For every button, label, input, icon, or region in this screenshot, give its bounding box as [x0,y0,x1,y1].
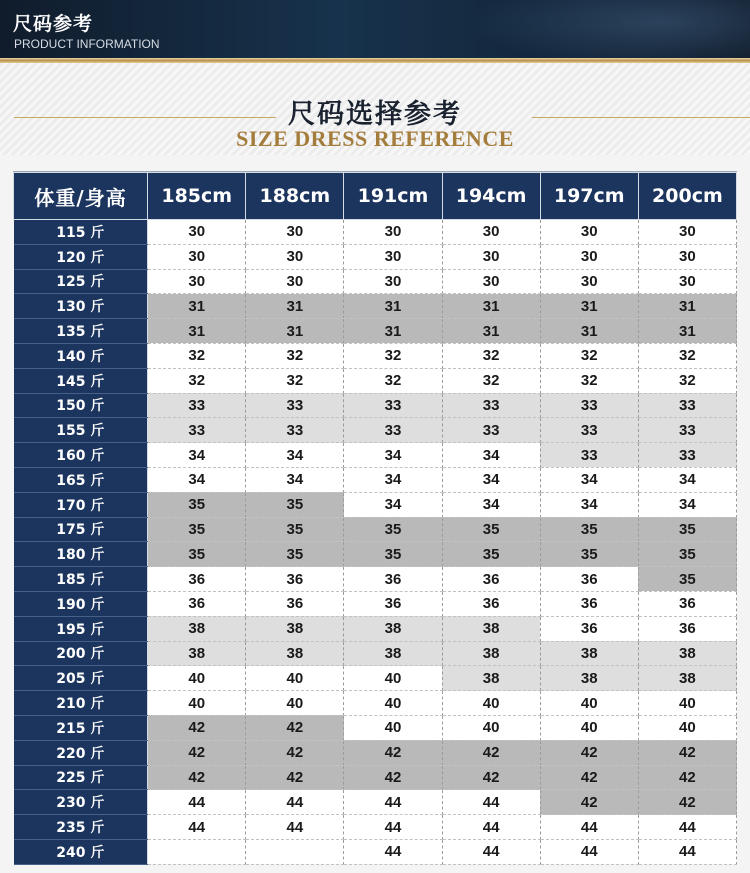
size-cell: 33 [442,418,540,443]
banner-title: 尺码参考 [13,13,94,35]
size-cell: 42 [148,740,246,765]
size-cell: 30 [442,269,540,294]
size-cell: 35 [638,517,736,542]
table-row [14,765,737,790]
column-header: 191cm [344,173,442,220]
top-banner [0,0,750,58]
size-cell: 35 [638,542,736,567]
table-row [14,492,737,517]
size-cell: 31 [540,294,638,319]
size-cell: 30 [344,244,442,269]
size-cell: 38 [540,641,638,666]
weight-label: 155 斤 [14,418,148,443]
size-cell: 33 [344,418,442,443]
size-cell: 40 [638,691,736,716]
size-cell: 38 [344,616,442,641]
table-row [14,591,737,616]
column-header: 185cm [148,173,246,220]
table-row [14,368,737,393]
size-cell: 44 [442,815,540,840]
size-cell: 33 [148,393,246,418]
table-row [14,467,737,492]
size-cell: 35 [344,542,442,567]
size-cell: 40 [344,691,442,716]
size-cell: 40 [540,715,638,740]
size-cell: 34 [246,443,344,468]
column-header: 188cm [246,173,344,220]
weight-label: 190 斤 [14,591,148,616]
size-cell: 30 [638,220,736,245]
size-cell: 34 [540,492,638,517]
size-cell: 34 [344,492,442,517]
size-cell: 33 [246,418,344,443]
size-cell: 42 [246,765,344,790]
size-cell: 40 [638,715,736,740]
weight-label: 170 斤 [14,492,148,517]
size-cell [246,839,344,864]
size-cell: 31 [638,294,736,319]
size-cell: 42 [540,790,638,815]
size-cell: 36 [540,616,638,641]
weight-label: 210 斤 [14,691,148,716]
size-cell: 44 [540,839,638,864]
size-cell: 30 [246,269,344,294]
size-cell: 30 [246,220,344,245]
size-cell: 36 [442,591,540,616]
size-cell: 30 [540,244,638,269]
size-cell: 30 [540,220,638,245]
size-cell: 32 [344,368,442,393]
size-cell: 35 [344,517,442,542]
size-cell: 34 [638,492,736,517]
table-row [14,715,737,740]
table-header-row [14,173,737,220]
size-cell: 42 [540,740,638,765]
size-cell: 30 [148,269,246,294]
size-cell: 31 [344,294,442,319]
size-cell: 36 [246,567,344,592]
size-cell: 31 [148,294,246,319]
size-cell: 42 [638,765,736,790]
table-row [14,319,737,344]
size-cell: 35 [246,542,344,567]
size-cell: 40 [246,666,344,691]
table-row [14,542,737,567]
table-row [14,343,737,368]
size-cell: 35 [442,517,540,542]
size-cell: 30 [638,244,736,269]
size-cell: 38 [442,641,540,666]
size-cell: 42 [442,765,540,790]
size-cell: 44 [148,790,246,815]
size-cell: 31 [246,294,344,319]
size-cell: 30 [344,220,442,245]
size-table-container [13,171,737,864]
size-cell: 34 [148,443,246,468]
size-cell: 33 [344,393,442,418]
size-table-body [14,220,737,865]
table-row [14,641,737,666]
size-cell: 33 [246,393,344,418]
table-row [14,616,737,641]
size-cell: 38 [344,641,442,666]
table-row [14,815,737,840]
size-cell: 33 [638,443,736,468]
weight-label: 235 斤 [14,815,148,840]
weight-label: 220 斤 [14,740,148,765]
weight-label: 160 斤 [14,443,148,468]
table-row [14,666,737,691]
size-cell: 32 [148,368,246,393]
size-cell: 36 [246,591,344,616]
size-cell [148,839,246,864]
size-cell: 35 [638,567,736,592]
size-cell: 35 [442,542,540,567]
table-row [14,393,737,418]
size-cell: 32 [638,343,736,368]
weight-label: 215 斤 [14,715,148,740]
size-cell: 31 [442,319,540,344]
size-cell: 40 [442,715,540,740]
size-cell: 38 [148,641,246,666]
table-row [14,567,737,592]
size-cell: 40 [540,691,638,716]
size-cell: 35 [246,517,344,542]
size-cell: 40 [148,666,246,691]
size-cell: 32 [638,368,736,393]
size-cell: 32 [246,368,344,393]
size-cell: 42 [246,740,344,765]
size-cell: 33 [540,418,638,443]
table-row [14,790,737,815]
size-cell: 36 [638,616,736,641]
size-cell: 36 [540,567,638,592]
size-cell: 44 [540,815,638,840]
weight-label: 240 斤 [14,839,148,864]
size-cell: 30 [442,220,540,245]
table-row [14,244,737,269]
weight-label: 130 斤 [14,294,148,319]
size-cell: 44 [148,815,246,840]
size-cell: 40 [148,691,246,716]
size-cell: 31 [540,319,638,344]
size-cell: 32 [540,343,638,368]
size-cell: 44 [344,815,442,840]
size-cell: 44 [638,839,736,864]
weight-label: 195 斤 [14,616,148,641]
size-cell: 36 [148,591,246,616]
size-cell: 33 [638,393,736,418]
size-cell: 42 [442,740,540,765]
size-cell: 44 [344,839,442,864]
weight-label: 145 斤 [14,368,148,393]
size-cell: 30 [246,244,344,269]
size-cell: 44 [638,815,736,840]
size-cell: 34 [442,492,540,517]
size-cell: 33 [540,443,638,468]
size-cell: 33 [638,418,736,443]
table-row [14,294,737,319]
section-title-cn: 尺码选择参考 [288,99,462,130]
size-cell: 35 [148,492,246,517]
size-cell: 34 [442,467,540,492]
size-cell: 38 [638,666,736,691]
size-cell: 32 [246,343,344,368]
size-cell: 44 [344,790,442,815]
size-cell: 33 [540,393,638,418]
size-cell: 42 [540,765,638,790]
size-cell: 38 [540,666,638,691]
size-cell: 40 [246,691,344,716]
weight-label: 150 斤 [14,393,148,418]
weight-label: 205 斤 [14,666,148,691]
table-row [14,443,737,468]
size-cell: 31 [148,319,246,344]
size-cell: 30 [638,269,736,294]
table-row [14,517,737,542]
size-cell: 42 [638,790,736,815]
size-cell: 38 [148,616,246,641]
size-cell: 36 [148,567,246,592]
size-cell: 31 [246,319,344,344]
size-table [13,172,737,865]
size-cell: 30 [148,244,246,269]
size-cell: 42 [148,715,246,740]
size-cell: 44 [442,790,540,815]
banner-subtitle: PRODUCT INFORMATION [14,37,160,51]
table-row [14,269,737,294]
size-cell: 32 [344,343,442,368]
column-header: 197cm [540,173,638,220]
size-cell: 40 [344,666,442,691]
weight-label: 120 斤 [14,244,148,269]
size-cell: 40 [442,691,540,716]
size-cell: 38 [246,616,344,641]
size-cell: 32 [540,368,638,393]
table-row [14,839,737,864]
size-cell: 34 [148,467,246,492]
size-cell: 33 [148,418,246,443]
corner-header: 体重/身高 [14,173,148,220]
table-row [14,220,737,245]
size-cell: 35 [148,542,246,567]
size-cell: 44 [442,839,540,864]
size-cell: 31 [344,319,442,344]
size-cell: 36 [540,591,638,616]
size-cell: 42 [246,715,344,740]
weight-label: 180 斤 [14,542,148,567]
weight-label: 125 斤 [14,269,148,294]
table-row [14,740,737,765]
size-cell: 36 [344,567,442,592]
size-cell: 42 [344,740,442,765]
size-cell: 35 [246,492,344,517]
size-cell: 33 [442,393,540,418]
size-cell: 32 [442,343,540,368]
size-cell: 36 [442,567,540,592]
size-cell: 30 [148,220,246,245]
weight-label: 115 斤 [14,220,148,245]
table-row [14,418,737,443]
size-cell: 32 [148,343,246,368]
size-cell: 34 [540,467,638,492]
weight-label: 165 斤 [14,467,148,492]
size-cell: 31 [442,294,540,319]
size-cell: 34 [344,443,442,468]
column-header: 200cm [638,173,736,220]
size-cell: 31 [638,319,736,344]
size-cell: 44 [246,790,344,815]
size-cell: 36 [344,591,442,616]
weight-label: 175 斤 [14,517,148,542]
size-cell: 42 [148,765,246,790]
size-cell: 35 [540,542,638,567]
size-cell: 38 [442,666,540,691]
size-cell: 34 [246,467,344,492]
size-cell: 42 [638,740,736,765]
size-cell: 30 [540,269,638,294]
weight-label: 185 斤 [14,567,148,592]
table-row [14,691,737,716]
weight-label: 225 斤 [14,765,148,790]
weight-label: 135 斤 [14,319,148,344]
size-cell: 38 [246,641,344,666]
size-cell: 40 [344,715,442,740]
size-cell: 34 [638,467,736,492]
size-cell: 34 [442,443,540,468]
weight-label: 230 斤 [14,790,148,815]
size-cell: 30 [442,244,540,269]
column-header: 194cm [442,173,540,220]
size-cell: 34 [344,467,442,492]
size-cell: 44 [246,815,344,840]
size-cell: 30 [344,269,442,294]
section-title-en: SIZE DRESS REFERENCE [236,126,514,151]
weight-label: 200 斤 [14,641,148,666]
size-cell: 38 [442,616,540,641]
size-cell: 35 [148,517,246,542]
size-cell: 42 [344,765,442,790]
size-cell: 35 [540,517,638,542]
size-cell: 36 [638,591,736,616]
size-cell: 38 [638,641,736,666]
size-cell: 32 [442,368,540,393]
weight-label: 140 斤 [14,343,148,368]
